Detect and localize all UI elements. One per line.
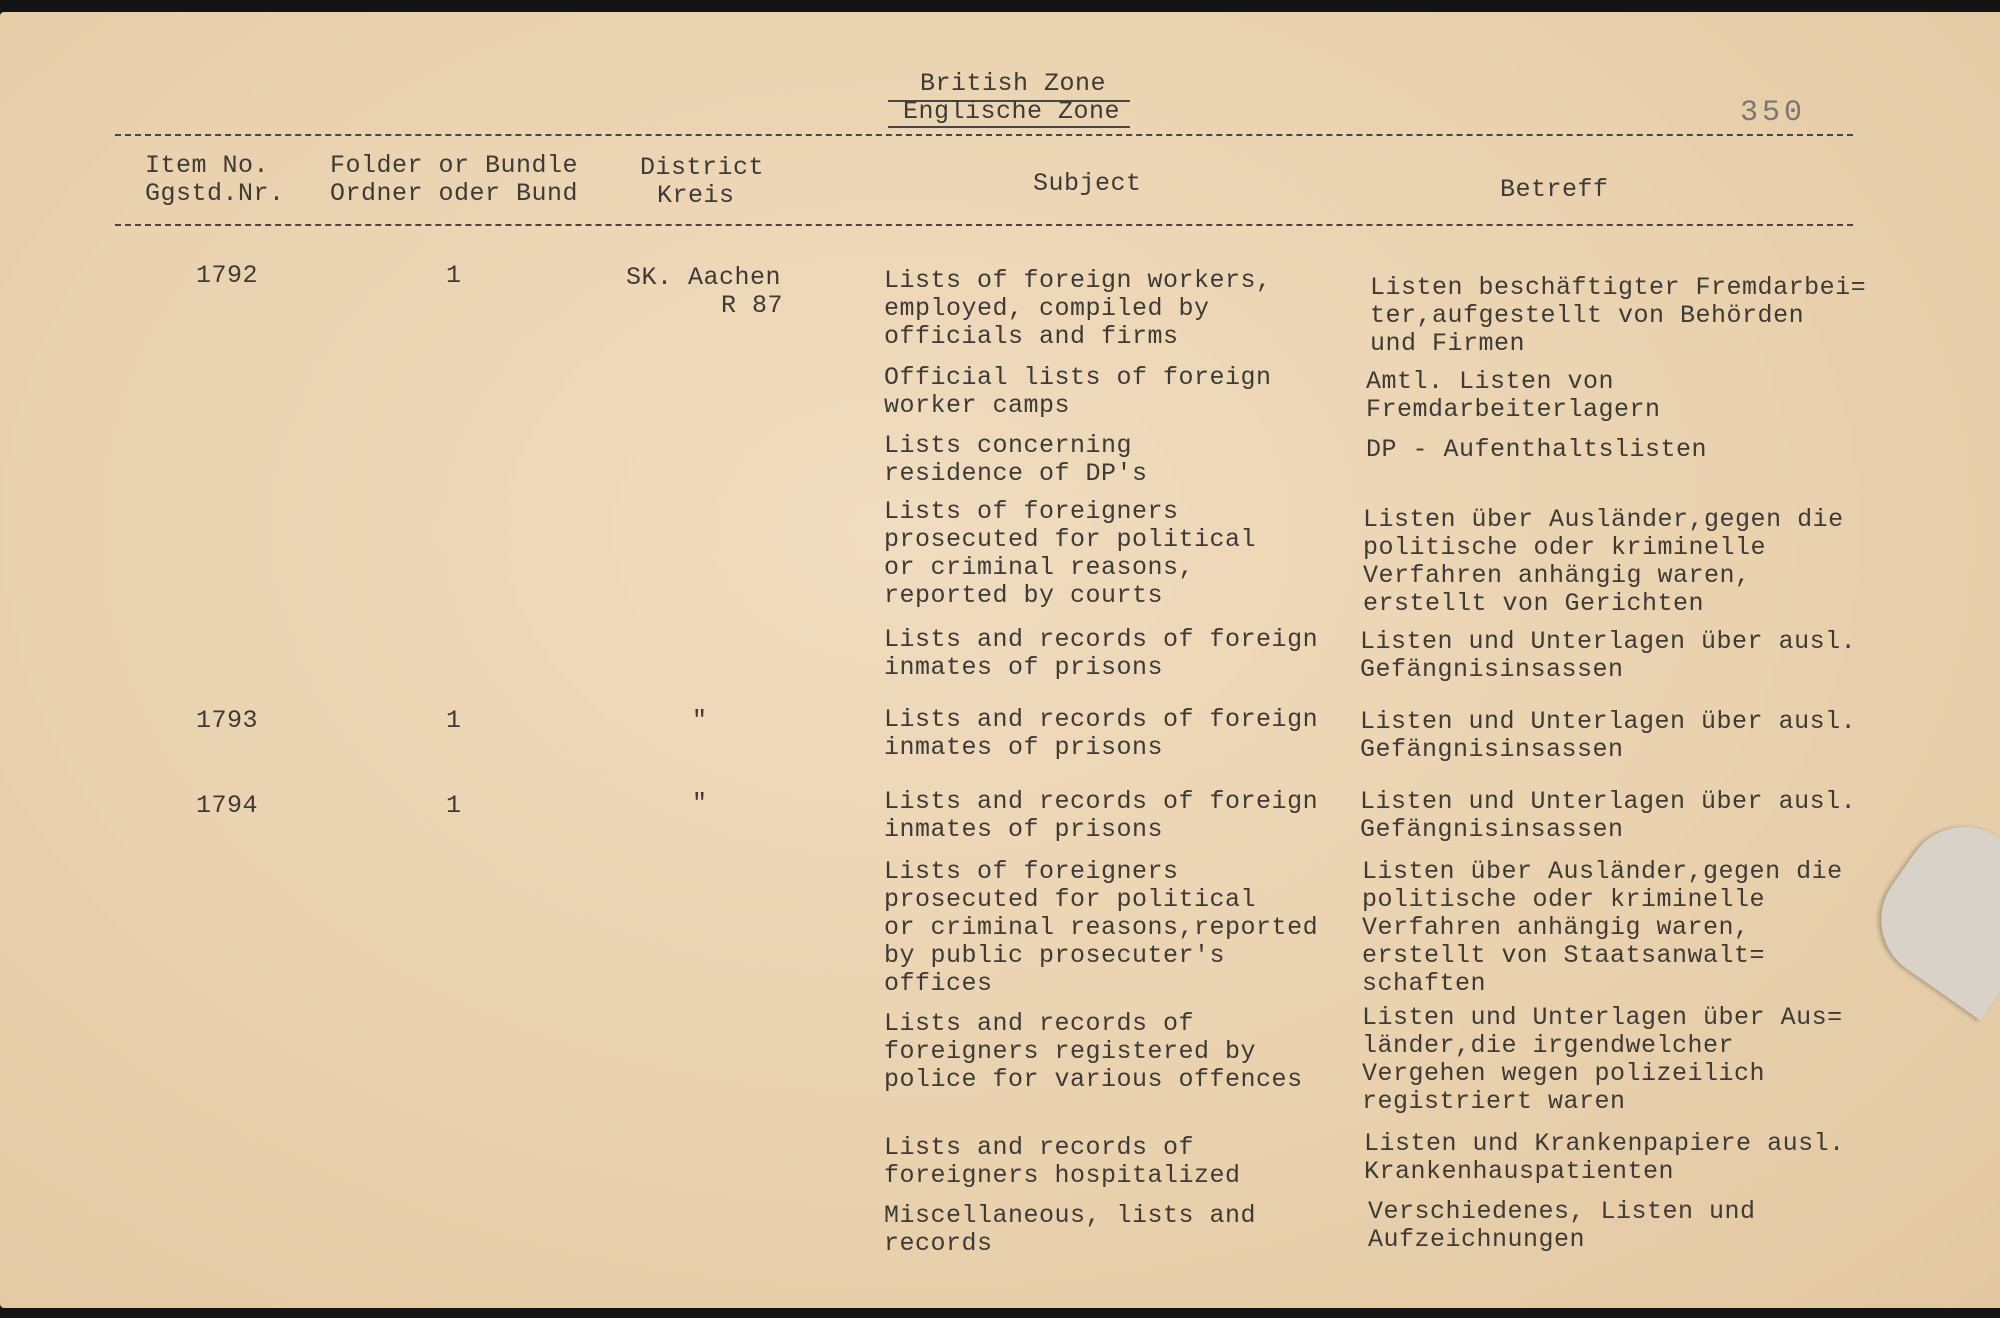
header-folder-de: Ordner oder Bund — [330, 179, 579, 208]
row-district: " — [692, 706, 708, 735]
entry-betreff: DP - Aufenthaltslisten — [1366, 435, 1708, 464]
entry-subject: Lists concerning residence of DP's — [884, 431, 1148, 488]
document-page — [0, 12, 2000, 1308]
entry-betreff: Listen über Ausländer,gegen die politische oder kriminelle Verfahren anhängig waren, erstellt von Staatsanwalt= schaften — [1362, 857, 1843, 998]
entry-betreff: Verschiedenes, Listen und Aufzeichnungen — [1368, 1197, 1756, 1254]
header-district-de: Kreis — [657, 181, 735, 210]
entry-betreff: Listen beschäftigter Fremdarbei= ter,aufgestellt von Behörden und Firmen — [1370, 273, 1867, 358]
entry-subject: Lists and records of foreigners hospitalized — [884, 1133, 1241, 1190]
header-folder-en: Folder or Bundle — [330, 151, 579, 180]
header-district-en: District — [640, 153, 765, 182]
entry-subject: Lists of foreign workers, employed, compiled by officials and firms — [884, 266, 1272, 351]
entry-subject: Lists and records of foreign inmates of prisons — [884, 625, 1319, 682]
entry-subject: Official lists of foreign worker camps — [884, 363, 1272, 420]
entry-subject: Lists and records of foreigners registered by police for various offences — [884, 1009, 1303, 1094]
zone-title-de: Englische Zone — [903, 97, 1121, 126]
row-item-number: 1793 — [196, 706, 259, 735]
row-folder: 1 — [446, 706, 462, 735]
header-rule-bottom — [115, 224, 1853, 226]
row-district: " — [692, 789, 708, 818]
entry-subject: Lists and records of foreign inmates of prisons — [884, 787, 1319, 844]
entry-subject: Lists of foreigners prosecuted for political or criminal reasons, reported by courts — [884, 497, 1257, 610]
header-item-de: Ggstd.Nr. — [145, 179, 285, 208]
row-item-number: 1792 — [196, 261, 259, 290]
header-rule-top — [115, 134, 1853, 136]
entry-betreff: Listen und Unterlagen über Aus= länder,die irgendwelcher Vergehen wegen polizeilich registriert waren — [1362, 1003, 1843, 1116]
header-betreff: Betreff — [1500, 175, 1609, 204]
entry-subject: Miscellaneous, lists and records — [884, 1201, 1257, 1258]
entry-betreff: Listen und Unterlagen über ausl. Gefängnisinsassen — [1360, 787, 1857, 844]
row-item-number: 1794 — [196, 791, 259, 820]
entry-betreff: Listen und Krankenpapiere ausl. Krankenhauspatienten — [1364, 1129, 1845, 1186]
row-folder: 1 — [446, 791, 462, 820]
header-subject: Subject — [1033, 169, 1142, 198]
header-item-en: Item No. — [145, 151, 270, 180]
row-district-ref: R 87 — [721, 291, 784, 320]
row-district: SK. Aachen — [626, 263, 782, 292]
entry-betreff: Listen und Unterlagen über ausl. Gefängnisinsassen — [1360, 627, 1857, 684]
entry-subject: Lists and records of foreign inmates of prisons — [884, 705, 1319, 762]
entry-betreff: Listen und Unterlagen über ausl. Gefängnisinsassen — [1360, 707, 1857, 764]
entry-betreff: Listen über Ausländer,gegen die politische oder kriminelle Verfahren anhängig waren, erstellt von Gerichten — [1363, 505, 1844, 618]
entry-betreff: Amtl. Listen von Fremdarbeiterlagern — [1366, 367, 1661, 424]
page-number: 350 — [1740, 96, 1807, 130]
row-folder: 1 — [446, 261, 462, 290]
entry-subject: Lists of foreigners prosecuted for political or criminal reasons,reported by public prosecuter's offices — [884, 857, 1319, 998]
page-tab-flap — [1858, 803, 2000, 1020]
zone-title-en: British Zone — [920, 69, 1107, 98]
zone-title-de-underline — [888, 126, 1130, 128]
